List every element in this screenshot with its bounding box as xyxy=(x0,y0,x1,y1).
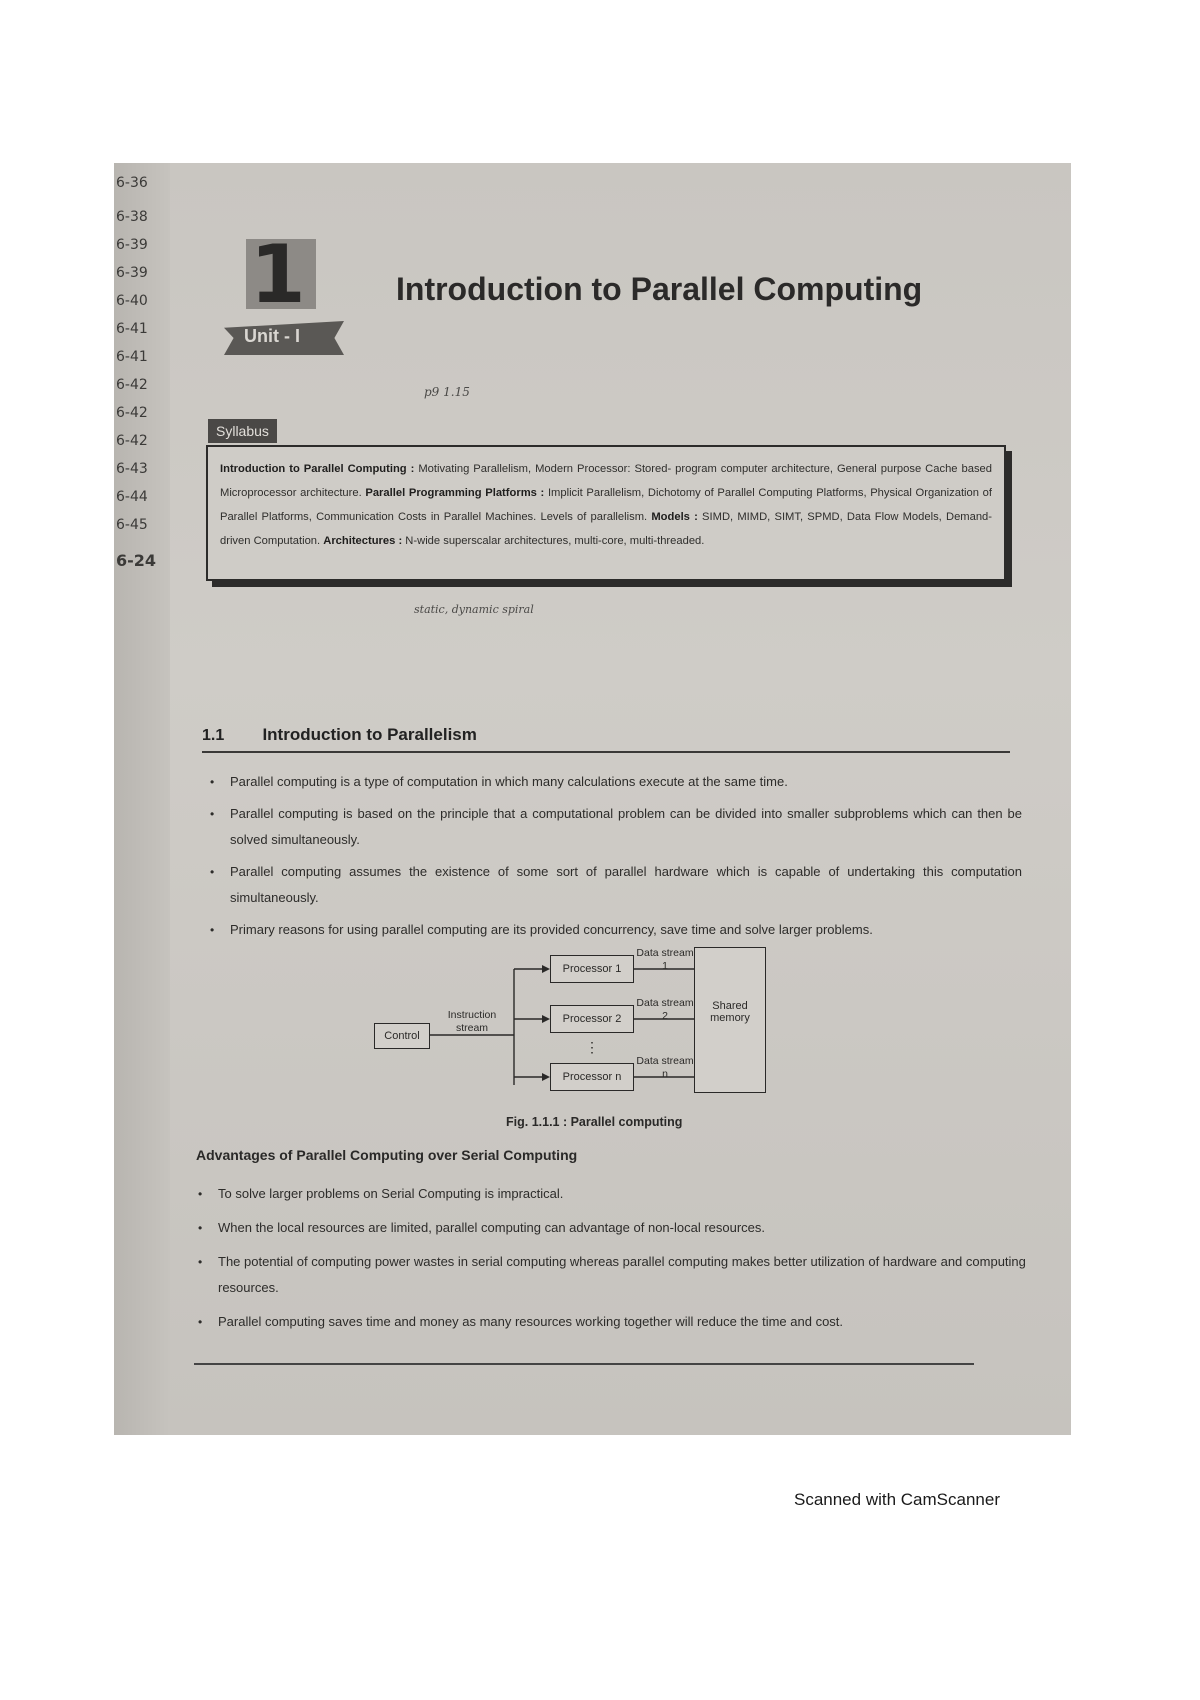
unit-label: Unit - I xyxy=(244,326,300,346)
list-item: • The potential of computing power wastes in serial computing whereas parallel computing makes better utilization of hardware and computing resources. xyxy=(196,1249,1046,1301)
margin-number: 6-36 xyxy=(116,175,148,191)
data-stream-1-label: Data stream 1 xyxy=(636,947,694,972)
syllabus-heading: Introduction to Parallel Computing : xyxy=(220,463,415,475)
syllabus-heading: Parallel Programming Platforms : xyxy=(365,487,545,499)
margin-number: 6-45 xyxy=(116,517,148,533)
scanned-page xyxy=(114,163,1071,1435)
data-stream-2-label: Data stream 2 xyxy=(636,997,694,1022)
figure-caption: Fig. 1.1.1 : Parallel computing xyxy=(506,1115,683,1129)
list-item: • To solve larger problems on Serial Computing is impractical. xyxy=(196,1181,1046,1207)
syllabus-heading: Models : xyxy=(651,511,698,523)
margin-number: 6-43 xyxy=(116,461,148,477)
chapter-title: Introduction to Parallel Computing xyxy=(396,271,923,307)
syllabus-heading: Architectures : xyxy=(323,535,403,547)
processor-1-box: Processor 1 xyxy=(550,955,634,983)
list-item: • Parallel computing saves time and money as many resources working together will reduce the time and cost. xyxy=(196,1309,1046,1335)
margin-number: 6-42 xyxy=(116,433,148,449)
margin-number: 6-24 xyxy=(116,551,157,570)
syllabus-text: SIMD, MIMD, SIMT, SPMD, Data Flow Models, Demand-driven Computation. xyxy=(220,511,993,547)
list-item: • When the local resources are limited, parallel computing can advantage of non-local resources. xyxy=(196,1215,1046,1241)
margin-number: 6-42 xyxy=(116,405,148,421)
syllabus-box xyxy=(206,445,1006,581)
syllabus-text: Motivating Parallelism, Modern Processor: Stored- program computer architecture, General purpose Cache based Microprocessor architecture. xyxy=(220,463,992,499)
shared-memory-box: Shared memory xyxy=(694,947,766,1093)
bullet-list xyxy=(206,769,1022,949)
list-item: • Parallel computing assumes the existence of some sort of parallel hardware which is capable of undertaking this computation simultaneously. xyxy=(206,859,1022,911)
section-number: 1.1 xyxy=(202,727,225,744)
margin-number: 6-42 xyxy=(116,377,148,393)
syllabus-text: Implicit Parallelism, Dichotomy of Parallel Computing Platforms, Physical Organization of Parallel Platforms, Communication Costs in Parallel Machines. Levels of parallelism. xyxy=(220,487,992,523)
section-end-rule xyxy=(194,1363,974,1365)
processor-n-box: Processor n xyxy=(550,1063,634,1091)
syllabus-text: N-wide superscalar architectures, multi-core, multi-threaded. xyxy=(402,535,705,547)
margin-number: 6-41 xyxy=(116,349,148,365)
scanner-watermark: Scanned with CamScanner xyxy=(793,1490,1000,1509)
list-item: • Parallel computing is a type of computation in which many calculations execute at the same time. xyxy=(206,769,1022,795)
section-heading xyxy=(202,725,1010,753)
list-item: • Parallel computing is based on the principle that a computational problem can be divided into smaller subproblems which can then be solved simultaneously. xyxy=(206,801,1022,853)
margin-number: 6-41 xyxy=(116,321,148,337)
advantages-heading: Advantages of Parallel Computing over Serial Computing xyxy=(196,1147,578,1163)
advantages-list xyxy=(196,1181,1046,1343)
ellipsis-dots: ⋮ xyxy=(585,1039,599,1055)
list-item: • Primary reasons for using parallel computing are its provided concurrency, save time and solve larger problems. xyxy=(206,917,1022,943)
instruction-stream-label: Instruction stream xyxy=(447,1009,497,1034)
syllabus-tab: Syllabus xyxy=(208,419,277,443)
previous-page-margin xyxy=(114,163,170,1435)
margin-number: 6-44 xyxy=(116,489,148,505)
chapter-number: 1 xyxy=(250,228,306,321)
section-title: Introduction to Parallelism xyxy=(262,725,477,744)
processor-2-box: Processor 2 xyxy=(550,1005,634,1033)
handwritten-note: p9 1.15 xyxy=(424,385,470,399)
margin-number: 6-38 xyxy=(116,209,148,225)
control-box: Control xyxy=(374,1023,430,1049)
handwritten-note: static, dynamic spiral xyxy=(414,603,534,616)
parallel-computing-diagram xyxy=(374,947,814,1107)
margin-number: 6-39 xyxy=(116,237,148,253)
margin-number: 6-40 xyxy=(116,293,148,309)
margin-number: 6-39 xyxy=(116,265,148,281)
data-stream-n-label: Data stream n xyxy=(636,1055,694,1080)
